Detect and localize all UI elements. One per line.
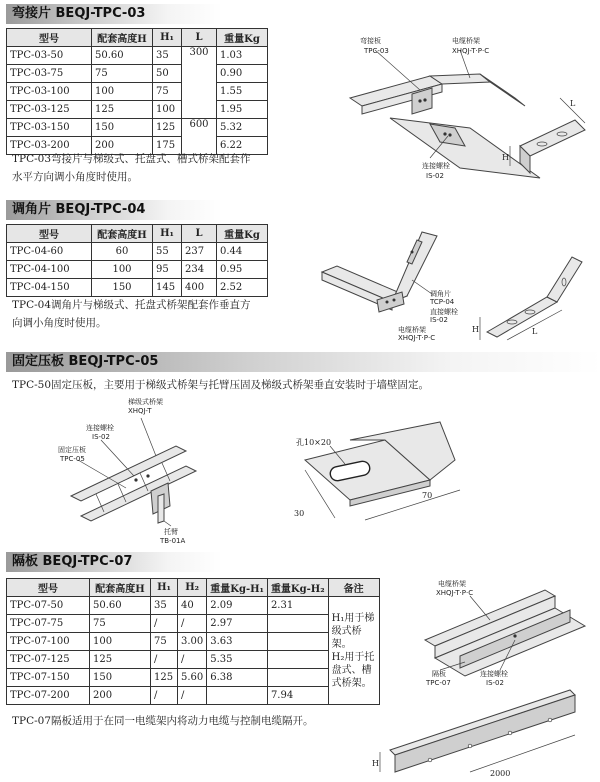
remark-line: H₁用于梯 — [331, 612, 375, 624]
cell: 125 — [90, 651, 151, 669]
cell: 400 — [182, 279, 217, 297]
cell: / — [178, 687, 207, 705]
table-row — [7, 651, 380, 669]
col-header: H₁ — [153, 29, 182, 47]
bolt-hole — [508, 731, 512, 735]
cell: 40 — [178, 597, 207, 615]
bolt-hole — [428, 758, 432, 762]
bend-plate-shape — [430, 74, 490, 84]
dim-label-length: 2000 — [490, 769, 511, 778]
cell: 2.52 — [217, 279, 268, 297]
cell: 175 — [153, 137, 182, 155]
section-note-tpc07 — [12, 712, 314, 730]
cell: 75 — [153, 83, 182, 101]
label-bend-plate-code: TPC-03 — [364, 47, 389, 55]
table-header-row — [7, 579, 380, 597]
cell — [267, 651, 328, 669]
col-header: 重量Kg — [217, 29, 268, 47]
bend-plate-detail — [520, 120, 585, 156]
bolt-shape — [418, 99, 421, 102]
bolt-shape — [513, 634, 516, 637]
cell: TPC-03-125 — [7, 101, 92, 119]
note-line: TPC-50固定压板，主要用于梯级式桥架与托臂压固及梯级式桥架垂直安装时于墙壁固定。 — [12, 379, 430, 391]
cell: 2.97 — [207, 615, 268, 633]
cell: 5.32 — [217, 119, 268, 137]
cell: TPC-07-150 — [7, 669, 90, 687]
table-row — [7, 279, 268, 297]
cell: 50.60 — [90, 597, 151, 615]
cell — [267, 669, 328, 687]
col-header: 型号 — [7, 225, 92, 243]
note-line: TPC-07隔板适用于在同一电缆架内将动力电缆与控制电缆隔开。 — [12, 715, 314, 727]
cell: TPC-07-200 — [7, 687, 90, 705]
bolt-shape — [411, 251, 414, 254]
col-header: 重量Kg — [217, 225, 268, 243]
label-bolt: 连接螺栓 — [422, 162, 450, 170]
cell: TPC-03-50 — [7, 47, 92, 65]
cell: TPC-03-150 — [7, 119, 92, 137]
cell: / — [151, 651, 178, 669]
section-note-tpc04 — [12, 296, 251, 332]
cell: TPC-04-150 — [7, 279, 92, 297]
label-support-arm: 托臂 — [164, 528, 178, 536]
cell: 55 — [153, 243, 182, 261]
figure-bend-plate — [330, 28, 595, 188]
section-note-tpc03 — [12, 150, 251, 186]
cell: 75 — [90, 615, 151, 633]
label-bolt: 直接螺栓 — [430, 308, 458, 316]
cell: 3.00 — [178, 633, 207, 651]
cell: 2.31 — [267, 597, 328, 615]
figure-divider-assembly — [420, 578, 595, 688]
callout-line — [470, 596, 490, 620]
label-cable-tray-code: XHQJ-T·P·C — [452, 47, 490, 55]
cell: / — [178, 615, 207, 633]
cell: TPC-04-100 — [7, 261, 92, 279]
table-row — [7, 47, 268, 65]
note-line: 水平方向调小角度时使用。 — [12, 171, 138, 183]
cell: 6.38 — [207, 669, 268, 687]
callout-line — [164, 521, 171, 526]
cell: 75 — [151, 633, 178, 651]
bolt-shape — [393, 299, 396, 302]
cell: 234 — [182, 261, 217, 279]
table-row — [7, 243, 268, 261]
remark-line: 式桥架。 — [331, 677, 372, 689]
col-header: H₁ — [151, 579, 178, 597]
cell: 200 — [90, 687, 151, 705]
table-header-row — [7, 225, 268, 243]
dim-label-h: H — [502, 153, 509, 162]
table-row — [7, 669, 380, 687]
support-arm-shape — [158, 494, 164, 523]
bolt-shape — [146, 474, 149, 477]
cell: 3.63 — [207, 633, 268, 651]
dim-label-h: H — [372, 759, 379, 768]
cell: 150 — [90, 669, 151, 687]
callout-line — [375, 50, 420, 90]
cell: 35 — [151, 597, 178, 615]
cell: 1.95 — [217, 101, 268, 119]
bolt-hole — [468, 744, 472, 748]
label-divider: 隔板 — [432, 670, 446, 678]
cell: 237 — [182, 243, 217, 261]
figure-fixing-plate-assembly — [56, 396, 216, 544]
section-title-tpc03: 弯接片 BEQJ-TPC-03 — [6, 4, 222, 24]
label-bolt: 连接螺栓 — [480, 670, 508, 678]
cell: 5.60 — [178, 669, 207, 687]
divider-detail — [395, 695, 575, 772]
figure-fixing-plate-detail — [290, 420, 480, 530]
callout-line — [412, 280, 432, 294]
callout-line — [141, 418, 156, 456]
col-header: H₁ — [153, 225, 182, 243]
cell: 35 — [153, 47, 182, 65]
col-header: 型号 — [7, 29, 92, 47]
cell: 95 — [153, 261, 182, 279]
figure-divider-detail — [370, 690, 595, 780]
cell: TPC-07-50 — [7, 597, 90, 615]
label-cable-tray: 电缆桥架 — [398, 326, 426, 334]
cell: 300 — [182, 47, 217, 119]
cell: TPC-03-100 — [7, 83, 92, 101]
cell: TPC-07-75 — [7, 615, 90, 633]
bolt-shape — [134, 478, 137, 481]
spec-table-tpc04 — [6, 224, 268, 297]
remark-line: H₂用于托 — [331, 651, 375, 663]
cell: TPC-04-60 — [7, 243, 92, 261]
col-header: 重量Kg-H₁ — [207, 579, 268, 597]
cell: 100 — [92, 261, 153, 279]
label-fixing-plate-code: TPC-05 — [60, 455, 85, 463]
col-header: L — [182, 29, 217, 47]
col-header: 配套高度H — [92, 29, 153, 47]
cell: 125 — [92, 101, 153, 119]
cell — [207, 687, 268, 705]
dim-label-l: L — [570, 99, 576, 108]
note-line: TPC-04调角片与梯级式、托盘式桥架配套作垂直方 — [12, 299, 251, 311]
label-cable-tray-code: XHQJ-T·P·C — [398, 334, 436, 342]
cell: 60 — [92, 243, 153, 261]
cell: 125 — [151, 669, 178, 687]
table-row — [7, 83, 268, 101]
cell: 100 — [90, 633, 151, 651]
cell: 200 — [92, 137, 153, 155]
tray-bottom — [390, 118, 540, 178]
tray-side-rail — [81, 466, 196, 521]
remark-line: 盘式、槽 — [331, 664, 372, 676]
remark-line: 级式桥架。 — [331, 625, 362, 650]
label-bolt-code: IS-02 — [430, 316, 448, 324]
cell: 1.55 — [217, 83, 268, 101]
dim-label-h: H — [472, 325, 479, 334]
callout-line — [101, 440, 134, 476]
cell: 2.09 — [207, 597, 268, 615]
cell: / — [178, 651, 207, 669]
cell: / — [151, 687, 178, 705]
col-header: 配套高度H — [90, 579, 151, 597]
section-title-tpc05: 固定压板 BEQJ-TPC-05 — [6, 352, 600, 372]
cell: 50.60 — [92, 47, 153, 65]
label-bolt: 连接螺栓 — [86, 424, 114, 432]
bolt-shape — [448, 133, 451, 136]
label-cable-tray: 电缆桥架 — [438, 580, 466, 588]
figure-angle-plate — [312, 222, 597, 352]
col-header: L — [182, 225, 217, 243]
angle-plate-detail — [547, 257, 582, 302]
table-row — [7, 597, 380, 615]
col-header: 备注 — [328, 579, 379, 597]
col-header: 型号 — [7, 579, 90, 597]
cell: 6.22 — [217, 137, 268, 155]
cell: 150 — [92, 279, 153, 297]
note-line: 向调小角度时使用。 — [12, 317, 107, 329]
section-title-tpc07: 隔板 BEQJ-TPC-07 — [6, 552, 222, 572]
label-bend-plate: 弯接板 — [360, 37, 381, 45]
bolt-shape — [443, 132, 446, 135]
dim-label-70: 70 — [422, 491, 433, 500]
table-row — [7, 261, 268, 279]
note-line: TPC-03弯接片与梯级式、托盘式、槽式桥架配套作 — [12, 153, 251, 165]
divider-detail — [390, 690, 575, 755]
col-header: H₂ — [178, 579, 207, 597]
dim-label-l: L — [532, 327, 538, 336]
remark-cell — [328, 597, 379, 705]
cell: 600 — [182, 119, 217, 155]
cell: 100 — [92, 83, 153, 101]
label-bolt-code: IS-02 — [486, 679, 504, 687]
tray-wall — [480, 74, 525, 106]
col-header: 配套高度H — [92, 225, 153, 243]
label-bolt-code: IS-02 — [426, 172, 444, 180]
table-row — [7, 687, 380, 705]
table-row — [7, 119, 268, 137]
cell: 0.44 — [217, 243, 268, 261]
cell: 0.95 — [217, 261, 268, 279]
cell: TPC-03-75 — [7, 65, 92, 83]
cell: 1.03 — [217, 47, 268, 65]
cell: 145 — [153, 279, 182, 297]
cell: 5.35 — [207, 651, 268, 669]
cell — [267, 633, 328, 651]
angle-plate-detail — [487, 297, 557, 337]
table-row — [7, 633, 380, 651]
label-support-arm-code: TB-01A — [160, 537, 186, 545]
spec-table-tpc03 — [6, 28, 268, 155]
label-cable-tray-code: XHQJ-T — [128, 407, 152, 415]
label-cable-tray: 电缆桥架 — [452, 37, 480, 45]
section-note-tpc05 — [12, 376, 429, 394]
cell: 7.94 — [267, 687, 328, 705]
section-title-tpc04: 调角片 BEQJ-TPC-04 — [6, 200, 222, 220]
label-angle-plate: 调角片 — [430, 290, 451, 298]
cell: / — [151, 615, 178, 633]
cell: TPC-07-125 — [7, 651, 90, 669]
table-row — [7, 101, 268, 119]
table-row — [7, 615, 380, 633]
cell: TPC-07-100 — [7, 633, 90, 651]
label-bolt-code: IS-02 — [92, 433, 110, 441]
cell: TPC-03-200 — [7, 137, 92, 155]
label-cable-tray: 梯级式桥架 — [128, 398, 163, 406]
label-angle-plate-code: TCP-04 — [430, 298, 455, 306]
dim-label-30: 30 — [294, 509, 305, 518]
label-divider-code: TPC-07 — [426, 679, 451, 687]
cell: 125 — [153, 119, 182, 137]
bolt-shape — [386, 301, 389, 304]
label-hole-size: 孔10×20 — [296, 438, 332, 447]
col-header: 重量Kg-H₂ — [267, 579, 328, 597]
bolt-hole — [548, 718, 552, 722]
cell: 50 — [153, 65, 182, 83]
bolt-shape — [423, 98, 426, 101]
cell: 100 — [153, 101, 182, 119]
table-row — [7, 65, 268, 83]
cell: 150 — [92, 119, 153, 137]
spec-table-tpc07 — [6, 578, 380, 705]
label-fixing-plate: 固定压板 — [58, 446, 86, 454]
label-cable-tray-code: XHQJ-T·P·C — [436, 589, 474, 597]
cell — [267, 615, 328, 633]
cell: 75 — [92, 65, 153, 83]
cell: 0.90 — [217, 65, 268, 83]
table-header-row — [7, 29, 268, 47]
